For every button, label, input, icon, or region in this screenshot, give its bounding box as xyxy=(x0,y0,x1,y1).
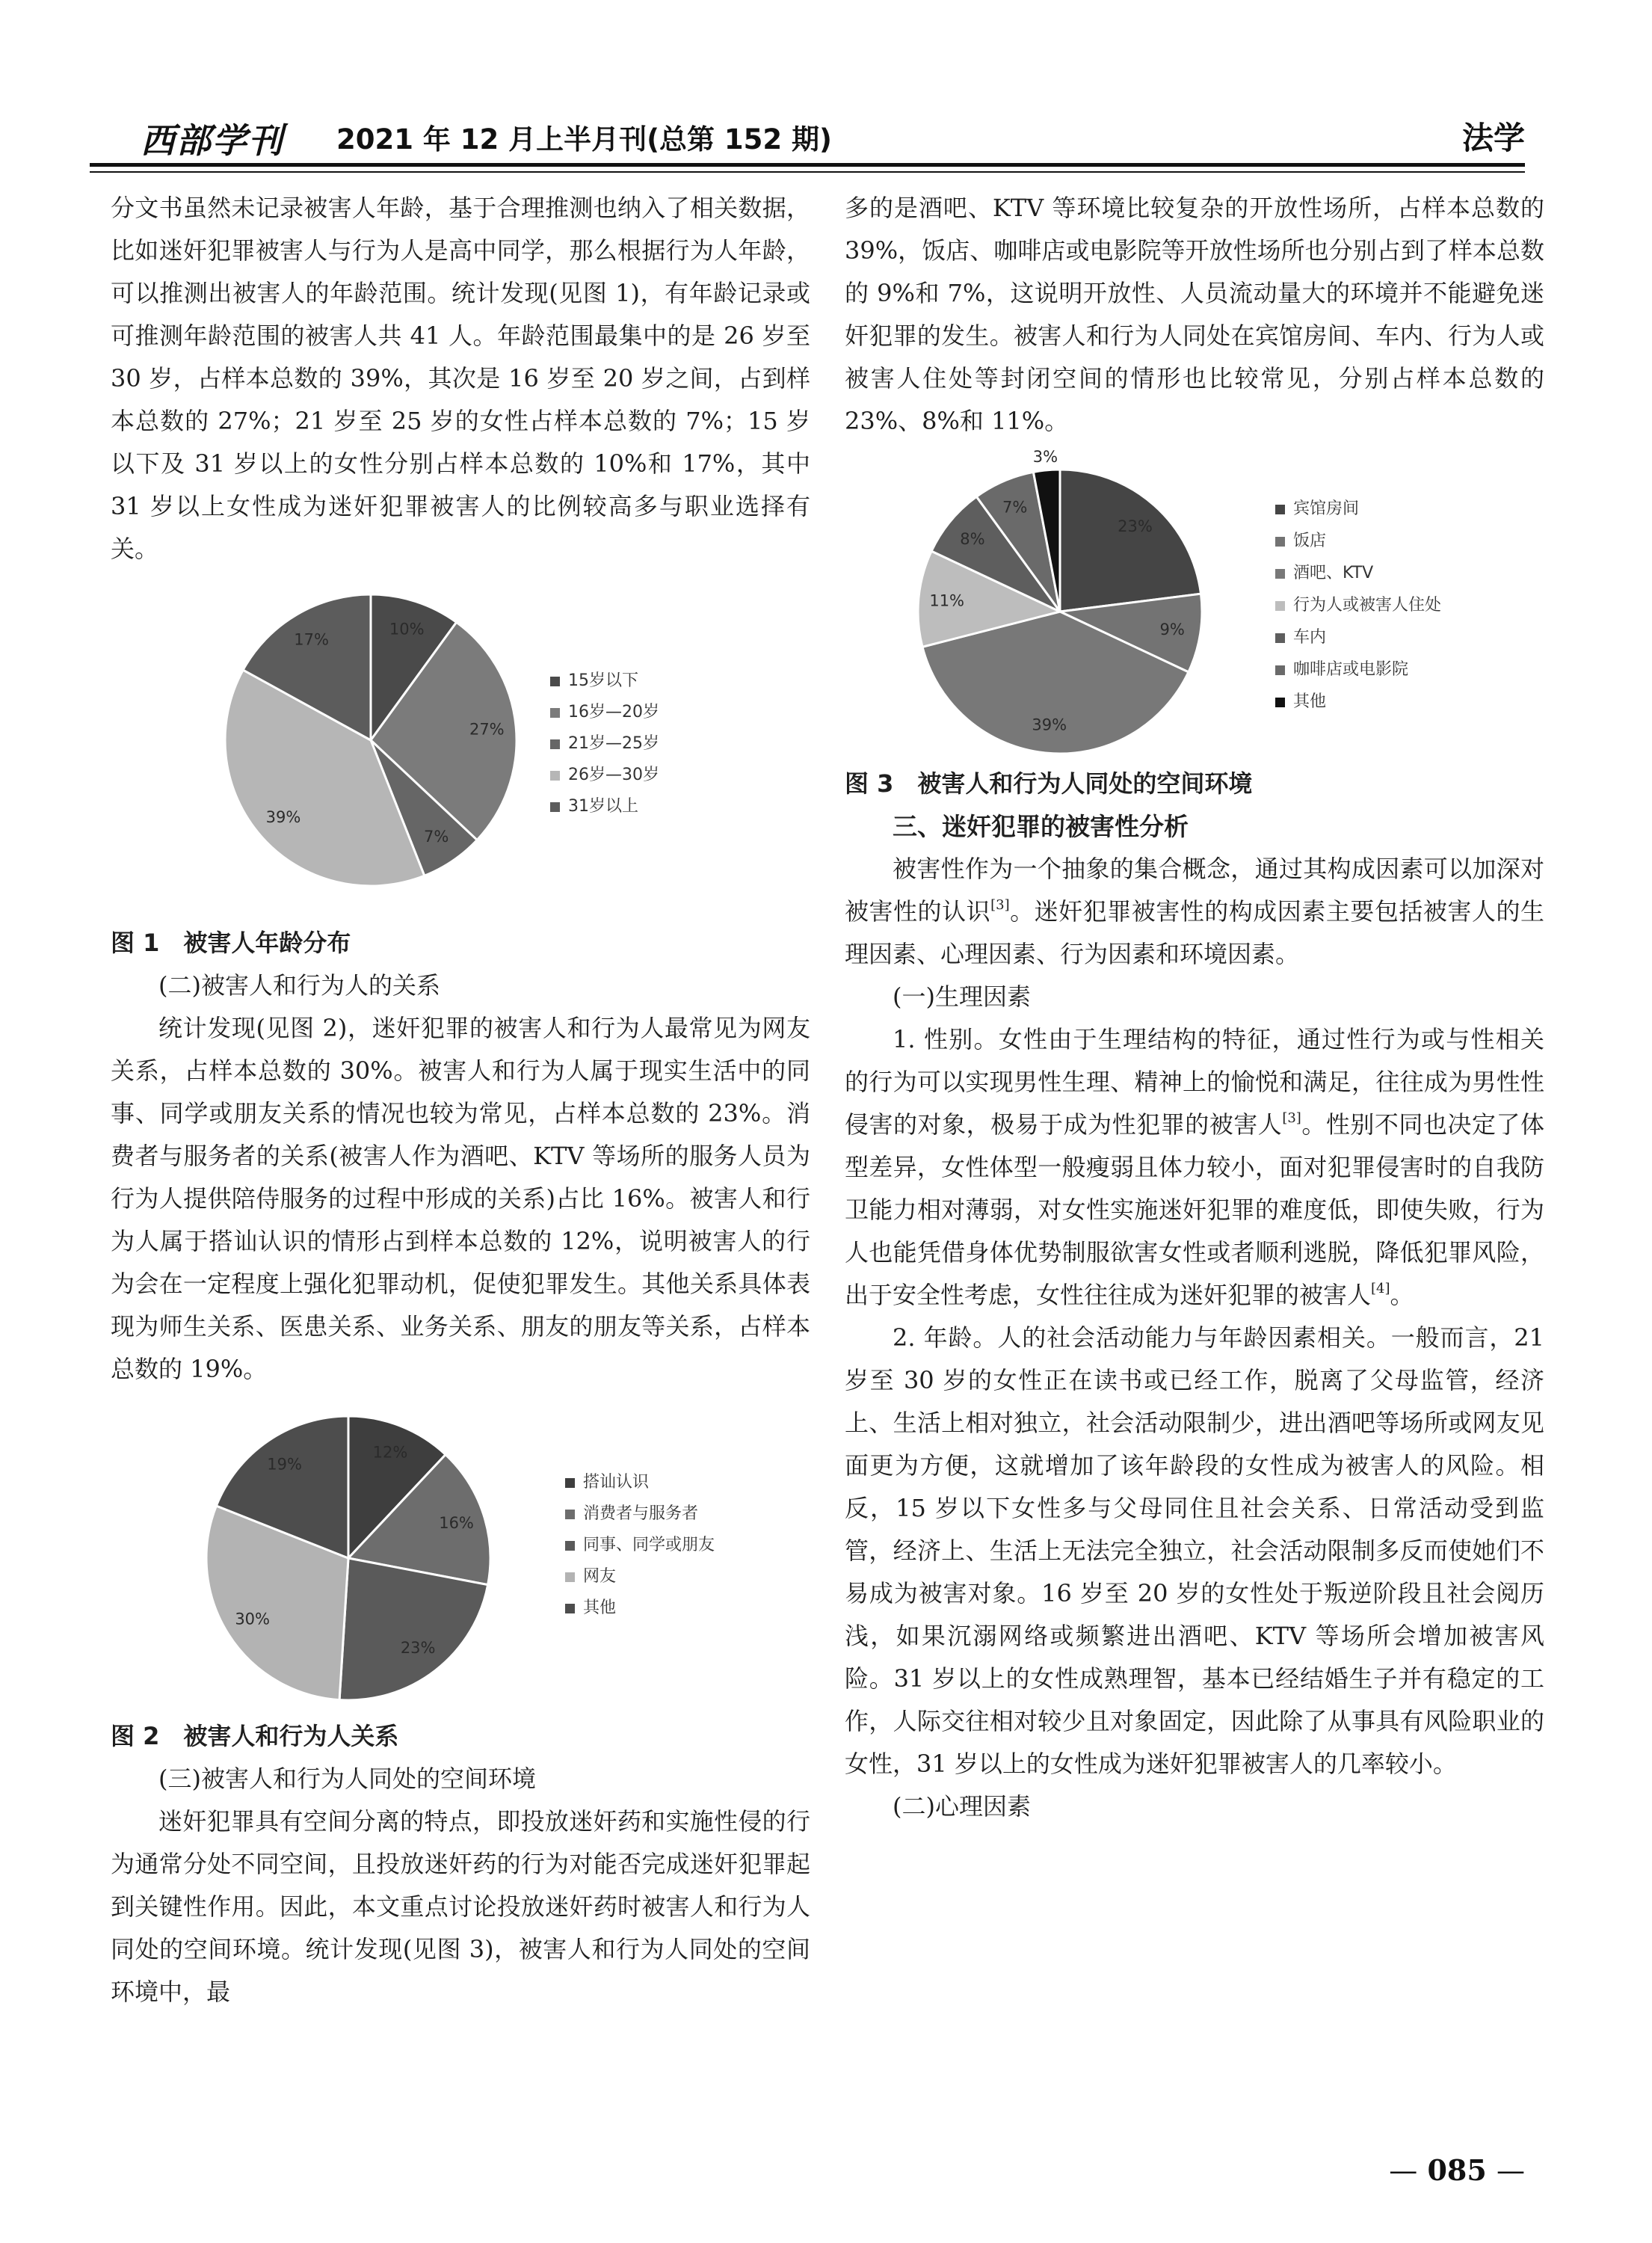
legend-label: 网友 xyxy=(583,1567,617,1586)
legend-swatch xyxy=(1275,537,1285,547)
page-dash: — xyxy=(1497,2154,1525,2187)
legend-swatch xyxy=(550,771,560,781)
legend-label: 26岁—30岁 xyxy=(568,766,659,784)
legend-label: 搭讪认识 xyxy=(583,1473,650,1492)
figure-3 xyxy=(845,449,1544,805)
pie-slice-1 xyxy=(1060,470,1201,612)
section-name: 法学 xyxy=(1461,120,1525,156)
figure-caption: 图 3 被害人和行为人同处的空间环境 xyxy=(845,769,1253,798)
paragraph: 统计发现(见图 2)，迷奸犯罪的被害人和行为人最常见为网友关系，占样本总数的 30%。被害人和行为人属于现实生活中的同事、同学或朋友关系的情况也较为常见，占样本总数的 23%。消费者与服务者的关系(被害人作为酒吧、KTV 等场所的服务人员为行为人提供陪侍服务的过程中形成的关系)占比 16%。被害人和行为人属于搭讪认识的情形占到样本总数的 12%，说明被害人的行为会在一定程度上强化犯罪动机，促使犯罪发生。其他关系具体表现为师生关系、医患关系、业务关系、朋友的朋友等关系，占样本总数的 19%。 xyxy=(111,1014,810,1383)
pie-slice-3 xyxy=(339,1558,488,1700)
legend-label: 咖啡店或电影院 xyxy=(1293,660,1409,679)
slice-label: 10% xyxy=(389,620,425,639)
legend-swatch xyxy=(1275,698,1285,707)
slice-label: 3% xyxy=(1032,449,1058,466)
slice-label: 11% xyxy=(929,591,965,610)
citation-ref: [3] xyxy=(1282,1110,1301,1126)
text-run: 。性别不同也决定了体型差异，女性体型一般瘦弱且体力较小，面对犯罪侵害时的自我防卫能力相对薄弱，对女性实施迷奸犯罪的难度低，即使失败，行为人也能凭借身体优势制服欲害女性或者顺利逃脱，降低犯罪风险，出于安全性考虑，女性往往成为迷奸犯罪的被害人 xyxy=(845,1110,1544,1309)
legend-label: 行为人或被害人住处 xyxy=(1293,596,1442,615)
page-number-text: 085 xyxy=(1427,2153,1487,2187)
text-run: 。 xyxy=(1390,1281,1414,1309)
legend-swatch xyxy=(550,708,560,718)
figure-1 xyxy=(111,570,810,964)
legend-label: 21岁—25岁 xyxy=(568,734,659,753)
legend-swatch xyxy=(550,802,560,812)
figure-caption: 图 1 被害人年龄分布 xyxy=(111,929,351,957)
legend-swatch xyxy=(550,739,560,749)
slice-label: 23% xyxy=(400,1639,436,1658)
legend-label: 其他 xyxy=(1293,692,1327,711)
figure-2 xyxy=(111,1401,810,1758)
citation-ref: [4] xyxy=(1371,1281,1390,1296)
subsection-heading: (二)心理因素 xyxy=(893,1792,1031,1821)
legend-label: 同事、同学或朋友 xyxy=(583,1536,715,1554)
figure-caption: 图 2 被害人和行为人关系 xyxy=(111,1722,399,1750)
journal-logo: 西部学刊 xyxy=(141,120,284,161)
slice-label: 23% xyxy=(1118,517,1153,535)
page-number xyxy=(1346,2153,1525,2187)
legend-label: 宾馆房间 xyxy=(1293,499,1360,518)
slice-label: 7% xyxy=(1002,498,1028,517)
legend-label: 酒吧、KTV xyxy=(1293,564,1374,582)
slice-label: 39% xyxy=(1032,716,1067,734)
slice-label: 17% xyxy=(294,630,329,649)
pie-chart-age xyxy=(111,570,810,922)
header-rule-thick xyxy=(90,163,1525,167)
legend-label: 15岁以下 xyxy=(568,671,638,690)
slice-label: 30% xyxy=(235,1610,271,1628)
slice-label: 8% xyxy=(960,530,985,549)
legend-swatch xyxy=(1275,665,1285,675)
paragraph: 分文书虽然未记录被害人年龄，基于合理推测也纳入了相关数据，比如迷奸犯罪被害人与行为人是高中同学，那么根据行为人年龄，可以推测出被害人的年龄范围。统计发现(见图 1)，有年龄记录或可推测年龄范围的被害人共 41 人。年龄范围最集中的是 26 岁至 30 岁，占样本总数的 39%，其次是 16 岁至 20 岁之间，占到样本总数的 27%；21 岁至 25 岁的女性占样本总数的 7%；15 岁以下及 31 岁以上的女性分别占样本总数的 10%和 17%，其中 31 岁以上女性成为迷奸犯罪被害人的比例较高多与职业选择有关。 xyxy=(111,194,810,563)
running-header xyxy=(90,114,1525,160)
subsection-heading: (一)生理因素 xyxy=(893,982,1031,1011)
legend-swatch xyxy=(1275,633,1285,643)
legend-label: 饭店 xyxy=(1293,532,1327,550)
paragraph: 多的是酒吧、KTV 等环境比较复杂的开放性场所，占样本总数的 39%，饭店、咖啡店或电影院等开放性场所也分别占到了样本总数的 9%和 7%，这说明开放性、人员流动量大的环境并不能避免迷奸犯罪的发生。被害人和行为人同处在宾馆房间、车内、行为人或被害人住处等封闭空间的情形也比较常见，分别占样本总数的 23%、8%和 11%。 xyxy=(845,194,1544,435)
slice-label: 7% xyxy=(424,828,449,846)
legend-label: 31岁以上 xyxy=(568,797,638,816)
legend-label: 消费者与服务者 xyxy=(583,1504,699,1523)
text-run: 被害性作为一个抽象的集合概念，通过其构成因素可以加深对被害性的认识 xyxy=(845,855,1544,926)
slice-label: 39% xyxy=(265,808,301,827)
text-run: 1. 性别。女性由于生理结构的特征，通过性行为或与性相关的行为可以实现男性生理、精神上的愉悦和满足，往往成为男性性侵害的对象，极易于成为性犯罪的被害人 xyxy=(845,1025,1544,1139)
slice-label: 12% xyxy=(372,1443,408,1462)
legend-swatch xyxy=(565,1541,575,1551)
left-column xyxy=(111,187,810,2161)
legend-label: 16岁—20岁 xyxy=(568,703,659,721)
paragraph xyxy=(845,1018,1544,1317)
citation-ref: [3] xyxy=(990,897,1010,913)
right-column xyxy=(845,187,1544,2161)
legend-swatch xyxy=(565,1572,575,1582)
issue-info: 2021 年 12 月上半月刊(总第 152 期) xyxy=(336,123,832,156)
text-run: 。迷奸犯罪被害性的构成因素主要包括被害人的生理因素、心理因素、行为因素和环境因素。 xyxy=(845,897,1544,968)
pie-chart-location xyxy=(845,449,1544,763)
slice-label: 9% xyxy=(1159,620,1185,639)
legend-label: 车内 xyxy=(1293,628,1327,647)
legend-label: 其他 xyxy=(583,1599,617,1617)
slice-label: 19% xyxy=(267,1455,302,1474)
paragraph: 2. 年龄。人的社会活动能力与年龄因素相关。一般而言，21 岁至 30 岁的女性正在读书或已经工作，脱离了父母监管，经济上、生活上相对独立，社会活动限制少，进出酒吧等场所或网友见面更为方便，这就增加了该年龄段的女性成为被害人的风险。相反，15 岁以下女性多与父母同住且社会关系、日常活动受到监管，经济上、生活上无法完全独立，社会活动限制多反而使她们不易成为被害对象。16 岁至 20 岁的女性处于叛逆阶段且社会阅历浅，如果沉溺网络或频繁进出酒吧、KTV 等场所会增加被害风险。31 岁以上的女性成熟理智，基本已经结婚生子并有稳定的工作，人际交往相对较少且对象固定，因此除了从事具有风险职业的女性，31 岁以上的女性成为迷奸犯罪被害人的几率较小。 xyxy=(845,1323,1544,1778)
legend-swatch xyxy=(565,1604,575,1613)
paragraph xyxy=(845,848,1544,976)
page-dash: — xyxy=(1389,2154,1418,2187)
subsection-heading: (二)被害人和行为人的关系 xyxy=(158,971,440,1000)
legend-swatch xyxy=(1275,601,1285,611)
slice-label: 16% xyxy=(439,1514,474,1533)
legend-swatch xyxy=(1275,569,1285,579)
header-rule-thin xyxy=(90,171,1525,173)
paragraph: 迷奸犯罪具有空间分离的特点，即投放迷奸药和实施性侵的行为通常分处不同空间，且投放迷奸药的行为对能否完成迷奸犯罪起到关键性作用。因此，本文重点讨论投放迷奸药时被害人和行为人同处的空间环境。统计发现(见图 3)，被害人和行为人同处的空间环境中，最 xyxy=(111,1807,810,2006)
legend-swatch xyxy=(550,677,560,686)
legend-swatch xyxy=(565,1478,575,1488)
subsection-heading: (三)被害人和行为人同处的空间环境 xyxy=(158,1764,536,1793)
section-heading: 三、迷奸犯罪的被害性分析 xyxy=(893,812,1189,841)
pie-chart-relationship xyxy=(111,1401,810,1715)
slice-label: 27% xyxy=(469,720,505,739)
legend-swatch xyxy=(1275,505,1285,514)
legend-swatch xyxy=(565,1510,575,1519)
